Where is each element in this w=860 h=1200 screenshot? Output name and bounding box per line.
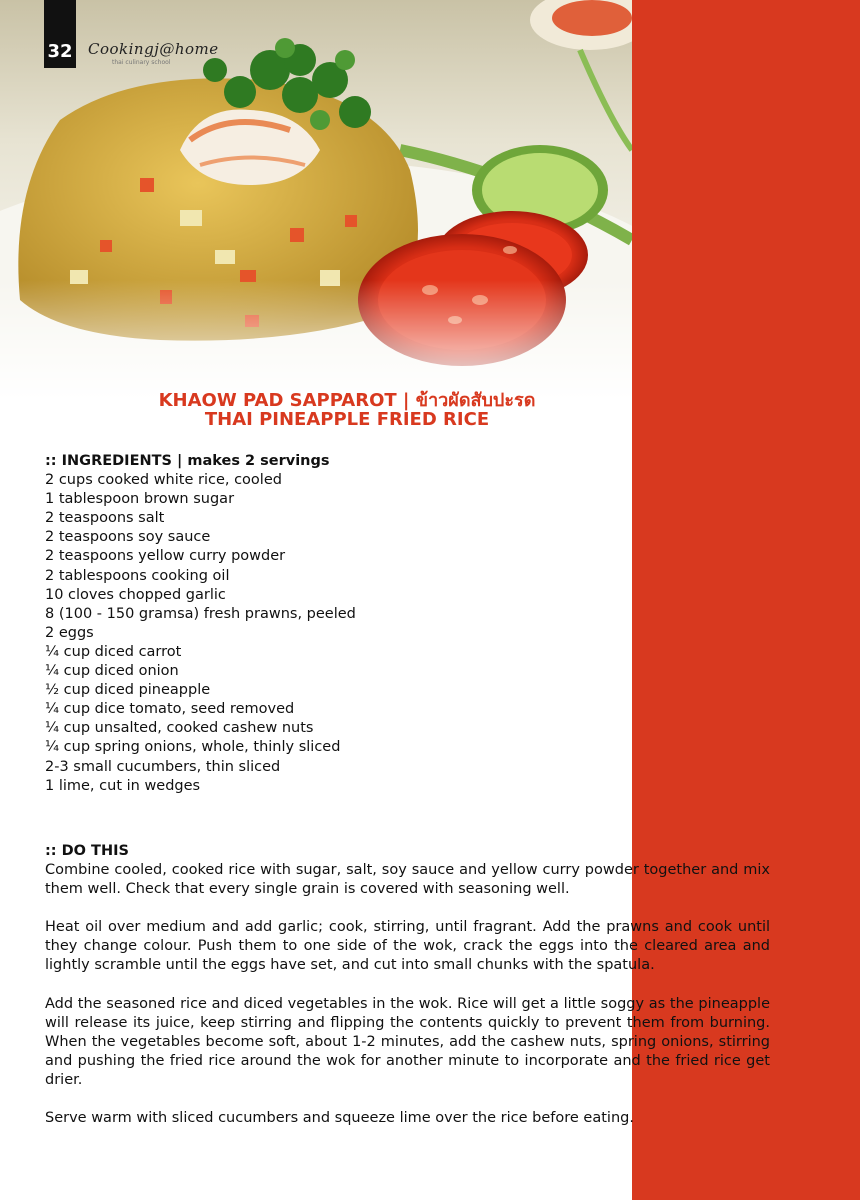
- ingredient-item: 1 lime, cut in wedges: [45, 777, 201, 794]
- ingredients-list: [45, 471, 770, 796]
- ingredient-item: 10 cloves chopped garlic: [45, 586, 226, 603]
- recipe-title-english: THAI PINEAPPLE FRIED RICE: [204, 409, 490, 430]
- ingredients-heading: :: INGREDIENTS | makes 2 servings: [45, 453, 330, 469]
- ingredient-item: 2 cups cooked white rice, cooled: [45, 472, 282, 489]
- ingredient-item: 2 tablespoons cooking oil: [45, 567, 230, 584]
- ingredient-item: 2 teaspoons soy sauce: [45, 529, 211, 546]
- ingredient-item: 2 eggs: [45, 624, 94, 641]
- ingredient-item: 2 teaspoons salt: [45, 510, 165, 527]
- ingredient-item: ½ cup diced pineapple: [45, 682, 211, 699]
- brand-tagline: thai culinary school: [112, 59, 171, 66]
- method-step: Heat oil over medium and add garlic; cook, stirring, until fragrant. Add the prawns and cook until they change colour. Push them to one side of the wok, crack the eggs into the cleared area and lightly scramble until the eggs have set, and cut into small chunks with the spatula.: [45, 919, 770, 974]
- ingredient-item: 2-3 small cucumbers, thin sliced: [45, 758, 281, 775]
- ingredient-item: 8 (100 - 150 gramsa) fresh prawns, peeled: [45, 605, 356, 622]
- ingredient-item: ¼ cup dice tomato, seed removed: [45, 701, 295, 718]
- ingredient-item: 1 tablespoon brown sugar: [45, 491, 235, 508]
- method-section: [45, 842, 770, 1147]
- food-photo: [0, 0, 632, 400]
- ingredient-item: ¼ cup spring onions, whole, thinly sliced: [45, 739, 341, 756]
- ingredient-item: ¼ cup unsalted, cooked cashew nuts: [45, 720, 314, 737]
- brand-logo-text: Cookingj@home: [88, 40, 219, 58]
- method-step: Combine cooled, cooked rice with sugar, salt, soy sauce and yellow curry powder together and mix them well. Check that every single grain is covered with seasoning well.: [45, 862, 770, 898]
- ingredient-item: 2 teaspoons yellow curry powder: [45, 548, 286, 565]
- method-heading: :: DO THIS: [45, 843, 129, 859]
- page-number: 32: [44, 36, 76, 68]
- ingredient-item: ¼ cup diced carrot: [45, 643, 182, 660]
- ingredients-section: [45, 452, 770, 796]
- method-step: Serve warm with sliced cucumbers and squeeze lime over the rice before eating.: [45, 1110, 634, 1127]
- page-number-tab: [44, 0, 76, 36]
- recipe-title-thai: KHAOW PAD SAPPAROT | ข้าวผัดสับปะรด: [158, 390, 536, 411]
- ingredient-item: ¼ cup diced onion: [45, 663, 179, 680]
- method-step: Add the seasoned rice and diced vegetables in the wok. Rice will get a little soggy as the pineapple will release its juice, keep stirring and flipping the contents quickly to prevent them from burning. When the vegetables become soft, about 1-2 minutes, add the cashew nuts, spring onions, stirring and pushing the fried rice around the wok for another minute to incorporate and the fried rice get drier.: [45, 995, 770, 1088]
